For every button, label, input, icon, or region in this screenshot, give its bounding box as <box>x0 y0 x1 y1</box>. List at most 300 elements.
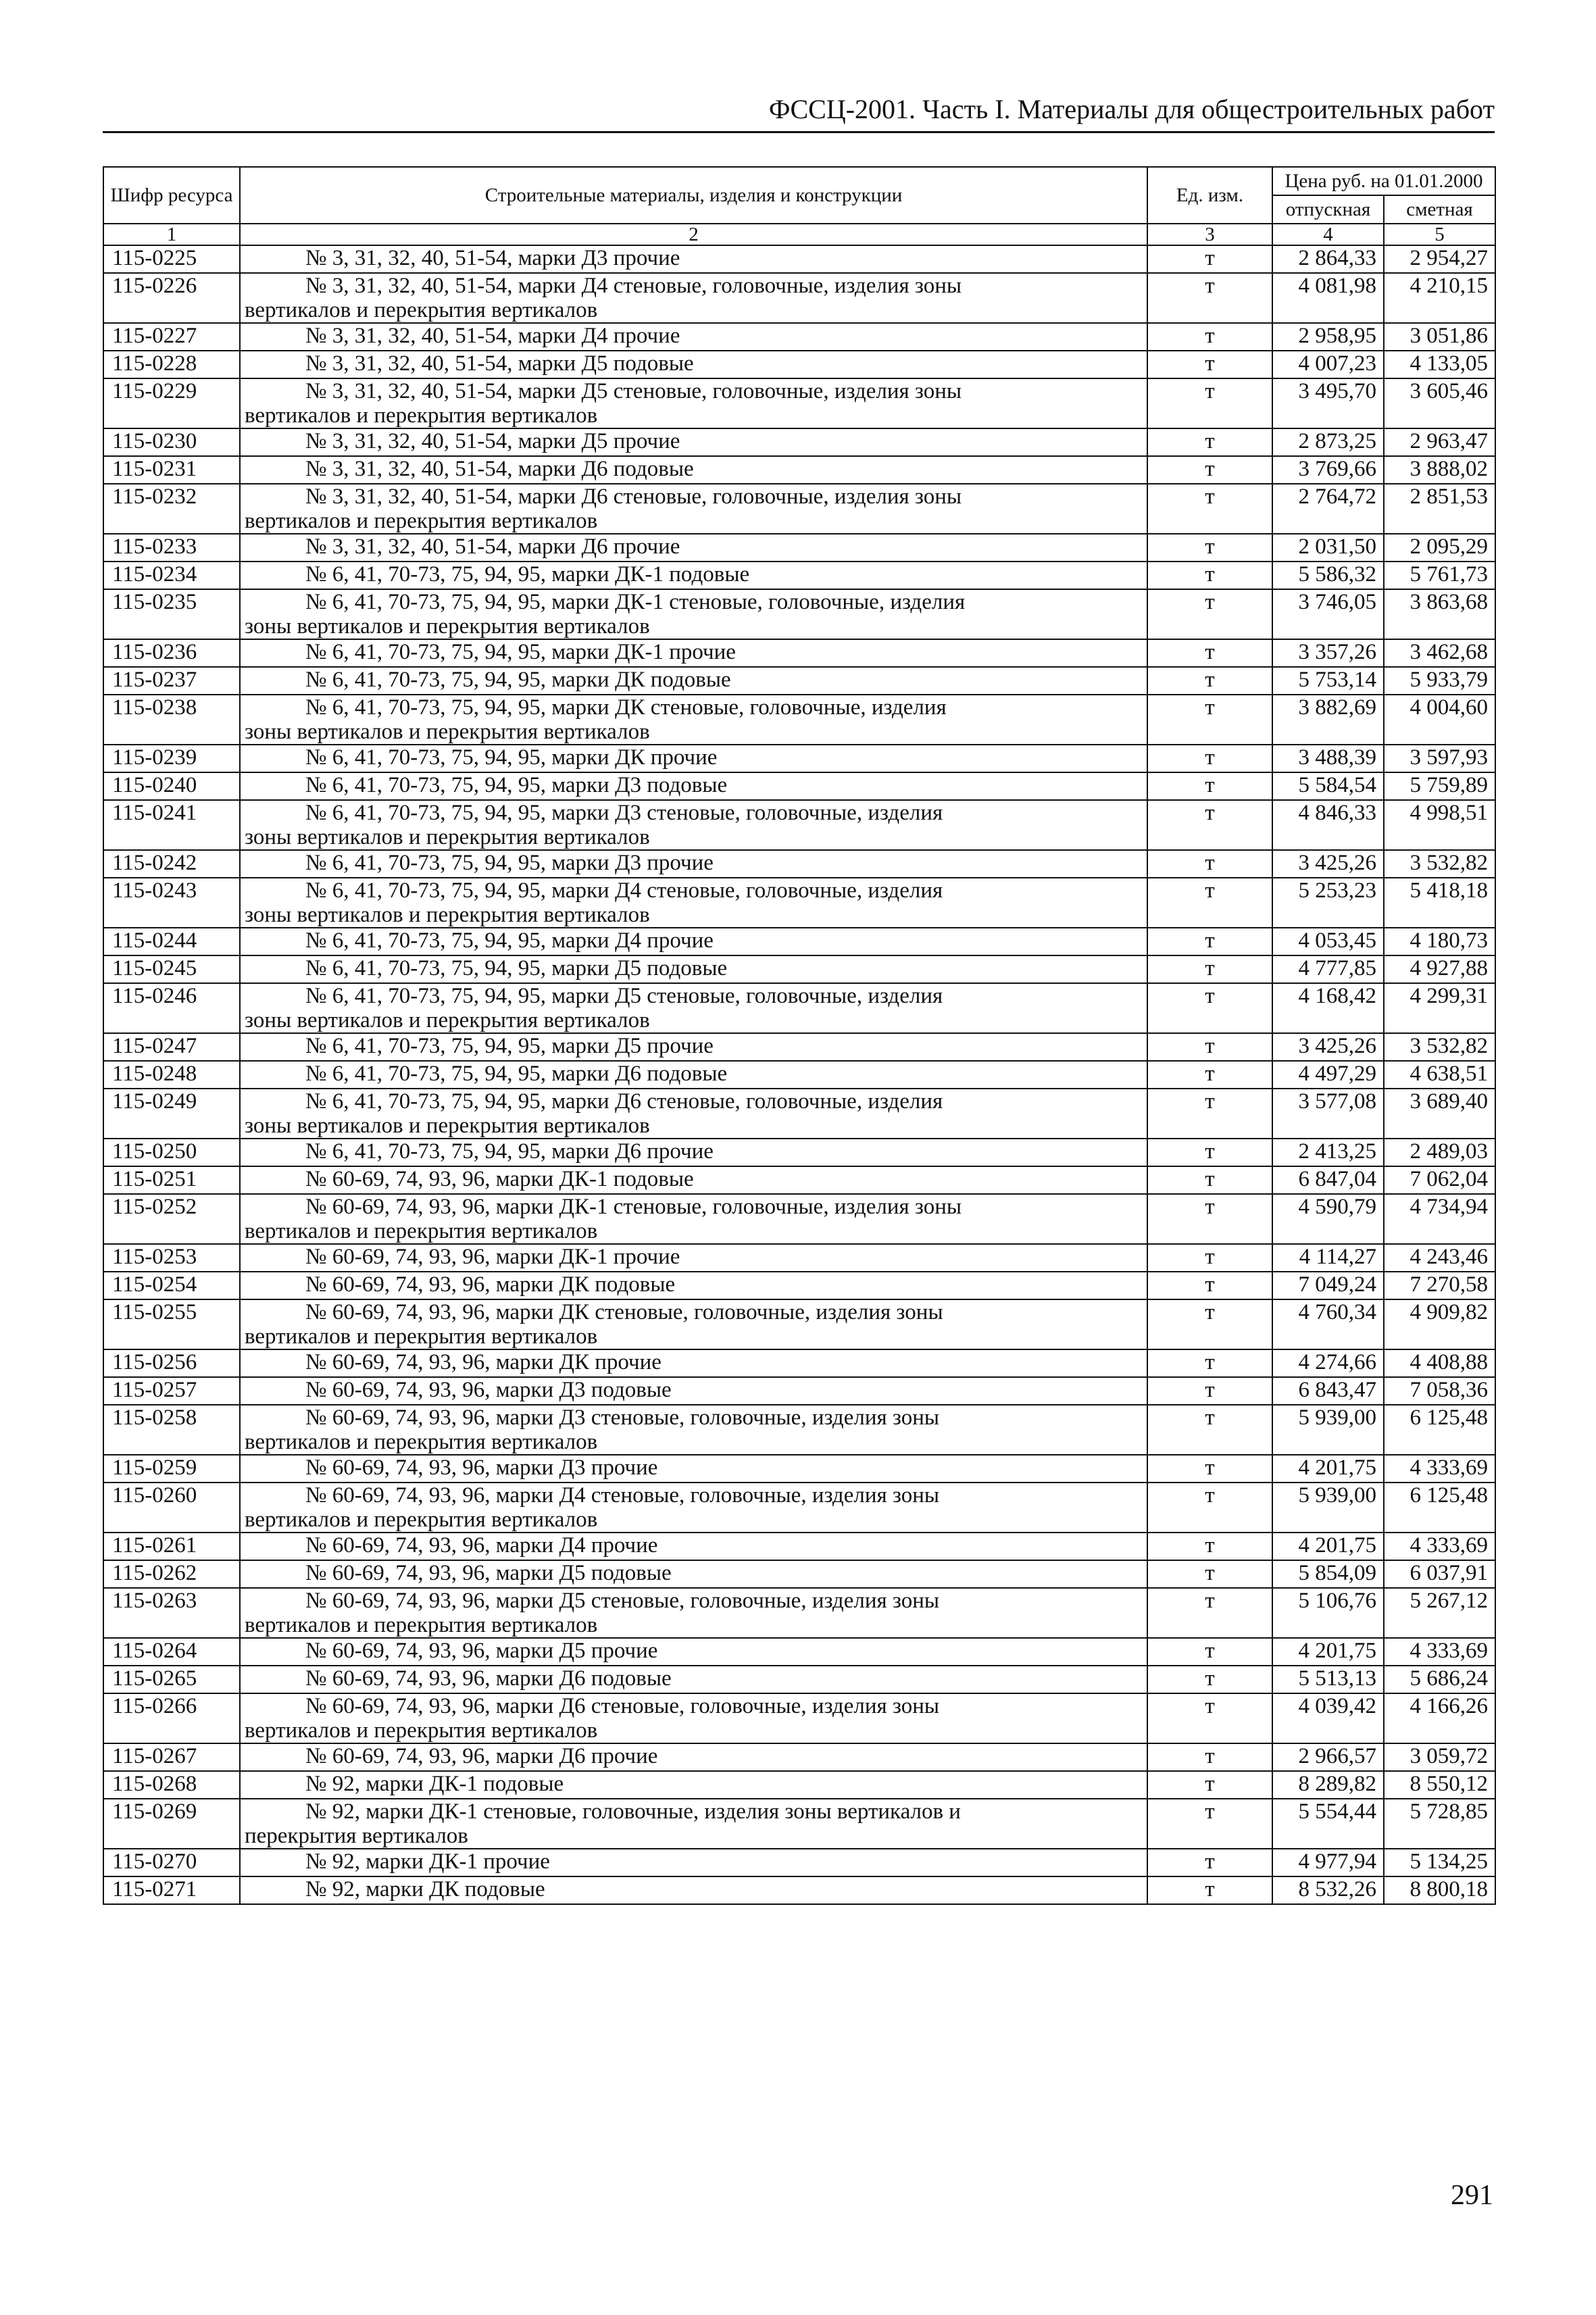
unit: т <box>1147 800 1272 850</box>
release-price: 5 586,32 <box>1272 562 1384 589</box>
material-description <box>240 1299 1147 1349</box>
release-price: 5 253,23 <box>1272 878 1384 928</box>
resource-code: 115-0271 <box>103 1876 240 1904</box>
release-price: 3 425,26 <box>1272 1033 1384 1061</box>
estimate-price: 3 051,86 <box>1384 323 1495 351</box>
release-price: 3 357,26 <box>1272 639 1384 667</box>
description-line: № 6, 41, 70-73, 75, 94, 95, марки Д6 подовые <box>305 1062 728 1086</box>
table-row <box>103 589 1495 639</box>
unit: т <box>1147 1349 1272 1377</box>
table-row <box>103 1666 1495 1693</box>
estimate-price: 4 243,46 <box>1384 1244 1495 1272</box>
description-line: № 6, 41, 70-73, 75, 94, 95, марки Д5 подовые <box>305 956 728 980</box>
table-row <box>103 1771 1495 1799</box>
resource-code: 115-0245 <box>103 955 240 983</box>
material-description <box>240 1139 1147 1166</box>
description-line: № 6, 41, 70-73, 75, 94, 95, марки Д5 прочие <box>305 1034 714 1058</box>
release-price: 5 513,13 <box>1272 1666 1384 1693</box>
unit: т <box>1147 983 1272 1033</box>
unit: т <box>1147 1849 1272 1876</box>
material-description <box>240 1799 1147 1849</box>
estimate-price: 5 728,85 <box>1384 1799 1495 1849</box>
estimate-price: 5 418,18 <box>1384 878 1495 928</box>
estimate-price: 4 909,82 <box>1384 1299 1495 1349</box>
description-line: № 3, 31, 32, 40, 51-54, марки Д5 стеновые, головочные, изделия зоны <box>305 379 962 403</box>
resource-code: 115-0235 <box>103 589 240 639</box>
unit: т <box>1147 1033 1272 1061</box>
description-line: № 60-69, 74, 93, 96, марки ДК-1 подовые <box>305 1167 694 1191</box>
unit: т <box>1147 351 1272 378</box>
unit: т <box>1147 772 1272 800</box>
unit: т <box>1147 1533 1272 1560</box>
unit: т <box>1147 1377 1272 1405</box>
material-description <box>240 983 1147 1033</box>
release-price: 4 977,94 <box>1272 1849 1384 1876</box>
table-row <box>103 983 1495 1033</box>
material-description <box>240 1272 1147 1299</box>
estimate-price: 5 686,24 <box>1384 1666 1495 1693</box>
unit: т <box>1147 378 1272 428</box>
resource-code: 115-0233 <box>103 534 240 562</box>
unit: т <box>1147 1771 1272 1799</box>
material-description <box>240 428 1147 456</box>
description-line: № 3, 31, 32, 40, 51-54, марки Д6 стеновые, головочные, изделия зоны <box>305 484 962 509</box>
material-description <box>240 378 1147 428</box>
resource-code: 115-0236 <box>103 639 240 667</box>
release-price: 5 554,44 <box>1272 1799 1384 1849</box>
unit: т <box>1147 850 1272 878</box>
unit: т <box>1147 639 1272 667</box>
material-description <box>240 1638 1147 1666</box>
description-continuation: вертикалов и перекрытия вертикалов <box>245 403 598 428</box>
table-row <box>103 639 1495 667</box>
resource-code: 115-0252 <box>103 1194 240 1244</box>
table-row <box>103 245 1495 273</box>
material-description <box>240 1455 1147 1483</box>
description-line: № 60-69, 74, 93, 96, марки Д4 стеновые, головочные, изделия зоны <box>305 1483 940 1508</box>
table-row <box>103 928 1495 955</box>
material-description <box>240 562 1147 589</box>
material-description <box>240 1033 1147 1061</box>
resource-code: 115-0267 <box>103 1743 240 1771</box>
resource-code: 115-0241 <box>103 800 240 850</box>
estimate-price: 4 180,73 <box>1384 928 1495 955</box>
release-price: 5 854,09 <box>1272 1560 1384 1588</box>
table-row <box>103 955 1495 983</box>
description-continuation: зоны вертикалов и перекрытия вертикалов <box>245 1114 650 1138</box>
description-line: № 60-69, 74, 93, 96, марки Д6 стеновые, головочные, изделия зоны <box>305 1694 940 1718</box>
table-row <box>103 1533 1495 1560</box>
resource-code: 115-0227 <box>103 323 240 351</box>
description-line: № 6, 41, 70-73, 75, 94, 95, марки Д6 прочие <box>305 1139 714 1164</box>
unit: т <box>1147 245 1272 273</box>
release-price: 5 939,00 <box>1272 1483 1384 1533</box>
resource-code: 115-0254 <box>103 1272 240 1299</box>
unit: т <box>1147 1876 1272 1904</box>
table-row <box>103 1799 1495 1849</box>
estimate-price: 4 408,88 <box>1384 1349 1495 1377</box>
resource-code: 115-0244 <box>103 928 240 955</box>
resource-code: 115-0238 <box>103 695 240 745</box>
unit: т <box>1147 1483 1272 1533</box>
material-description <box>240 351 1147 378</box>
estimate-price: 4 004,60 <box>1384 695 1495 745</box>
estimate-price: 3 059,72 <box>1384 1743 1495 1771</box>
release-price: 5 584,54 <box>1272 772 1384 800</box>
unit: т <box>1147 955 1272 983</box>
resource-code: 115-0231 <box>103 456 240 484</box>
description-line: № 6, 41, 70-73, 75, 94, 95, марки ДК стеновые, головочные, изделия <box>305 695 947 720</box>
resource-code: 115-0234 <box>103 562 240 589</box>
unit: т <box>1147 1693 1272 1743</box>
description-continuation: зоны вертикалов и перекрытия вертикалов <box>245 1008 650 1032</box>
unit: т <box>1147 484 1272 534</box>
material-description <box>240 928 1147 955</box>
table-row <box>103 1244 1495 1272</box>
description-line: № 60-69, 74, 93, 96, марки ДК-1 прочие <box>305 1245 680 1269</box>
unit: т <box>1147 1272 1272 1299</box>
estimate-price: 5 761,73 <box>1384 562 1495 589</box>
release-price: 3 577,08 <box>1272 1089 1384 1139</box>
table-row <box>103 695 1495 745</box>
material-description <box>240 1771 1147 1799</box>
estimate-price: 5 933,79 <box>1384 667 1495 695</box>
release-price: 3 488,39 <box>1272 745 1384 772</box>
material-description <box>240 878 1147 928</box>
release-price: 6 847,04 <box>1272 1166 1384 1194</box>
estimate-price: 6 125,48 <box>1384 1483 1495 1533</box>
description-continuation: зоны вертикалов и перекрытия вертикалов <box>245 614 650 639</box>
release-price: 4 201,75 <box>1272 1455 1384 1483</box>
table-row <box>103 1588 1495 1638</box>
table-row <box>103 1405 1495 1455</box>
description-continuation: вертикалов и перекрытия вертикалов <box>245 1613 598 1637</box>
estimate-price: 4 166,26 <box>1384 1693 1495 1743</box>
resource-code: 115-0256 <box>103 1349 240 1377</box>
unit: т <box>1147 1244 1272 1272</box>
description-continuation: зоны вертикалов и перекрытия вертикалов <box>245 720 650 744</box>
estimate-price: 2 489,03 <box>1384 1139 1495 1166</box>
release-price: 3 746,05 <box>1272 589 1384 639</box>
unit: т <box>1147 1666 1272 1693</box>
table-row <box>103 1560 1495 1588</box>
material-description <box>240 695 1147 745</box>
page-number: 291 <box>1451 2180 1493 2211</box>
release-price: 8 532,26 <box>1272 1876 1384 1904</box>
estimate-price: 6 125,48 <box>1384 1405 1495 1455</box>
resource-code: 115-0251 <box>103 1166 240 1194</box>
estimate-price: 7 270,58 <box>1384 1272 1495 1299</box>
table-row <box>103 378 1495 428</box>
material-description <box>240 800 1147 850</box>
description-line: № 6, 41, 70-73, 75, 94, 95, марки ДК подовые <box>305 668 731 692</box>
unit: т <box>1147 1560 1272 1588</box>
unit: т <box>1147 1299 1272 1349</box>
material-description <box>240 1588 1147 1638</box>
description-line: № 3, 31, 32, 40, 51-54, марки Д6 прочие <box>305 534 680 559</box>
description-line: № 60-69, 74, 93, 96, марки Д3 подовые <box>305 1378 672 1402</box>
header-price-group: Цена руб. на 01.01.2000 <box>1272 167 1495 195</box>
header-unit: Ед. изм. <box>1147 167 1272 224</box>
estimate-price: 4 333,69 <box>1384 1638 1495 1666</box>
estimate-price: 4 927,88 <box>1384 955 1495 983</box>
release-price: 4 497,29 <box>1272 1061 1384 1089</box>
material-description <box>240 1194 1147 1244</box>
unit: т <box>1147 323 1272 351</box>
resource-code: 115-0268 <box>103 1771 240 1799</box>
description-line: № 92, марки ДК подовые <box>305 1877 545 1901</box>
table-row <box>103 1089 1495 1139</box>
resource-code: 115-0270 <box>103 1849 240 1876</box>
material-description <box>240 1166 1147 1194</box>
resource-code: 115-0249 <box>103 1089 240 1139</box>
unit: т <box>1147 1194 1272 1244</box>
description-line: № 60-69, 74, 93, 96, марки Д5 стеновые, головочные, изделия зоны <box>305 1589 940 1613</box>
material-description <box>240 1876 1147 1904</box>
unit: т <box>1147 534 1272 562</box>
table-row <box>103 351 1495 378</box>
unit: т <box>1147 878 1272 928</box>
table-row <box>103 1455 1495 1483</box>
unit: т <box>1147 1455 1272 1483</box>
release-price: 4 274,66 <box>1272 1349 1384 1377</box>
description-line: № 6, 41, 70-73, 75, 94, 95, марки Д3 прочие <box>305 851 714 875</box>
unit: т <box>1147 1799 1272 1849</box>
description-line: № 6, 41, 70-73, 75, 94, 95, марки Д3 стеновые, головочные, изделия <box>305 801 943 825</box>
resource-code: 115-0226 <box>103 273 240 323</box>
release-price: 2 966,57 <box>1272 1743 1384 1771</box>
description-line: № 3, 31, 32, 40, 51-54, марки Д3 прочие <box>305 246 680 270</box>
material-description <box>240 1693 1147 1743</box>
material-description <box>240 1533 1147 1560</box>
description-line: № 6, 41, 70-73, 75, 94, 95, марки Д4 прочие <box>305 928 714 953</box>
resource-code: 115-0265 <box>103 1666 240 1693</box>
material-description <box>240 589 1147 639</box>
header-rule <box>103 131 1495 133</box>
resource-code: 115-0230 <box>103 428 240 456</box>
table-row <box>103 1299 1495 1349</box>
release-price: 3 425,26 <box>1272 850 1384 878</box>
material-description <box>240 1244 1147 1272</box>
material-description <box>240 1743 1147 1771</box>
material-description <box>240 1377 1147 1405</box>
unit: т <box>1147 928 1272 955</box>
description-continuation: вертикалов и перекрытия вертикалов <box>245 1508 598 1532</box>
description-continuation: зоны вертикалов и перекрытия вертикалов <box>245 903 650 927</box>
estimate-price: 8 550,12 <box>1384 1771 1495 1799</box>
table-row <box>103 800 1495 850</box>
description-line: № 60-69, 74, 93, 96, марки Д5 прочие <box>305 1639 658 1663</box>
material-description <box>240 323 1147 351</box>
table-row <box>103 273 1495 323</box>
resource-code: 115-0228 <box>103 351 240 378</box>
material-description <box>240 1349 1147 1377</box>
description-line: № 92, марки ДК-1 подовые <box>305 1772 564 1796</box>
table-row <box>103 1061 1495 1089</box>
table-row <box>103 1693 1495 1743</box>
table-row <box>103 878 1495 928</box>
release-price: 3 882,69 <box>1272 695 1384 745</box>
description-line: № 92, марки ДК-1 прочие <box>305 1849 550 1874</box>
resource-code: 115-0266 <box>103 1693 240 1743</box>
release-price: 4 846,33 <box>1272 800 1384 850</box>
table-row <box>103 1638 1495 1666</box>
resource-code: 115-0255 <box>103 1299 240 1349</box>
resource-code: 115-0259 <box>103 1455 240 1483</box>
release-price: 4 168,42 <box>1272 983 1384 1033</box>
column-number: 3 <box>1147 224 1272 245</box>
table-row <box>103 850 1495 878</box>
header-description: Строительные материалы, изделия и конструкции <box>240 167 1147 224</box>
unit: т <box>1147 1089 1272 1139</box>
table-row <box>103 772 1495 800</box>
description-line: № 60-69, 74, 93, 96, марки Д5 подовые <box>305 1561 672 1585</box>
estimate-price: 4 734,94 <box>1384 1194 1495 1244</box>
material-description <box>240 1089 1147 1139</box>
unit: т <box>1147 1139 1272 1166</box>
material-description <box>240 1849 1147 1876</box>
release-price: 2 864,33 <box>1272 245 1384 273</box>
release-price: 4 201,75 <box>1272 1638 1384 1666</box>
release-price: 3 769,66 <box>1272 456 1384 484</box>
material-description <box>240 1405 1147 1455</box>
release-price: 7 049,24 <box>1272 1272 1384 1299</box>
resource-code: 115-0240 <box>103 772 240 800</box>
material-description <box>240 273 1147 323</box>
table-row <box>103 745 1495 772</box>
resource-code: 115-0248 <box>103 1061 240 1089</box>
unit: т <box>1147 562 1272 589</box>
unit: т <box>1147 456 1272 484</box>
description-line: № 6, 41, 70-73, 75, 94, 95, марки ДК-1 подовые <box>305 562 750 587</box>
resource-code: 115-0257 <box>103 1377 240 1405</box>
description-line: № 60-69, 74, 93, 96, марки Д6 подовые <box>305 1666 672 1691</box>
description-continuation: вертикалов и перекрытия вертикалов <box>245 1430 598 1454</box>
resource-code: 115-0250 <box>103 1139 240 1166</box>
description-line: № 6, 41, 70-73, 75, 94, 95, марки Д3 подовые <box>305 773 728 797</box>
release-price: 5 753,14 <box>1272 667 1384 695</box>
estimate-price: 5 267,12 <box>1384 1588 1495 1638</box>
header-release-price: отпускная <box>1272 195 1384 224</box>
release-price: 4 201,75 <box>1272 1533 1384 1560</box>
table-row <box>103 428 1495 456</box>
column-number: 4 <box>1272 224 1384 245</box>
release-price: 4 007,23 <box>1272 351 1384 378</box>
table-row <box>103 562 1495 589</box>
release-price: 5 106,76 <box>1272 1588 1384 1638</box>
column-number: 2 <box>240 224 1147 245</box>
table-row <box>103 1166 1495 1194</box>
description-line: № 6, 41, 70-73, 75, 94, 95, марки Д5 стеновые, головочные, изделия <box>305 984 943 1008</box>
estimate-price: 2 954,27 <box>1384 245 1495 273</box>
description-line: № 3, 31, 32, 40, 51-54, марки Д5 прочие <box>305 429 680 453</box>
material-description <box>240 456 1147 484</box>
material-description <box>240 1061 1147 1089</box>
release-price: 8 289,82 <box>1272 1771 1384 1799</box>
release-price: 4 039,42 <box>1272 1693 1384 1743</box>
table-row <box>103 667 1495 695</box>
description-line: № 6, 41, 70-73, 75, 94, 95, марки ДК-1 прочие <box>305 640 736 664</box>
description-line: № 60-69, 74, 93, 96, марки Д3 стеновые, головочные, изделия зоны <box>305 1405 940 1430</box>
release-price: 4 590,79 <box>1272 1194 1384 1244</box>
release-price: 6 843,47 <box>1272 1377 1384 1405</box>
unit: т <box>1147 1588 1272 1638</box>
resource-code: 115-0269 <box>103 1799 240 1849</box>
unit: т <box>1147 273 1272 323</box>
description-continuation: вертикалов и перекрытия вертикалов <box>245 1718 598 1743</box>
header-code: Шифр ресурса <box>103 167 240 224</box>
resource-code: 115-0253 <box>103 1244 240 1272</box>
table-row <box>103 1483 1495 1533</box>
material-description <box>240 534 1147 562</box>
material-description <box>240 850 1147 878</box>
material-description <box>240 639 1147 667</box>
description-line: № 6, 41, 70-73, 75, 94, 95, марки ДК-1 стеновые, головочные, изделия <box>305 590 966 614</box>
resource-code: 115-0258 <box>103 1405 240 1455</box>
table-row <box>103 1743 1495 1771</box>
unit: т <box>1147 589 1272 639</box>
resource-code: 115-0247 <box>103 1033 240 1061</box>
unit: т <box>1147 745 1272 772</box>
description-line: № 60-69, 74, 93, 96, марки ДК-1 стеновые, головочные, изделия зоны <box>305 1195 962 1219</box>
resource-code: 115-0263 <box>103 1588 240 1638</box>
description-line: № 60-69, 74, 93, 96, марки ДК стеновые, головочные, изделия зоны <box>305 1300 943 1324</box>
estimate-price: 6 037,91 <box>1384 1560 1495 1588</box>
material-description <box>240 745 1147 772</box>
description-line: № 3, 31, 32, 40, 51-54, марки Д5 подовые <box>305 351 694 376</box>
table-row <box>103 1849 1495 1876</box>
table-row <box>103 1349 1495 1377</box>
resource-code: 115-0237 <box>103 667 240 695</box>
table-row <box>103 534 1495 562</box>
resource-code: 115-0246 <box>103 983 240 1033</box>
estimate-price: 3 532,82 <box>1384 1033 1495 1061</box>
material-description <box>240 1483 1147 1533</box>
release-price: 2 764,72 <box>1272 484 1384 534</box>
column-number: 5 <box>1384 224 1495 245</box>
release-price: 4 081,98 <box>1272 273 1384 323</box>
description-continuation: вертикалов и перекрытия вертикалов <box>245 298 598 322</box>
estimate-price: 2 851,53 <box>1384 484 1495 534</box>
description-line: № 60-69, 74, 93, 96, марки Д4 прочие <box>305 1533 658 1558</box>
unit: т <box>1147 428 1272 456</box>
estimate-price: 8 800,18 <box>1384 1876 1495 1904</box>
release-price: 2 873,25 <box>1272 428 1384 456</box>
price-table <box>103 166 1496 1905</box>
estimate-price: 4 299,31 <box>1384 983 1495 1033</box>
table-row <box>103 323 1495 351</box>
resource-code: 115-0229 <box>103 378 240 428</box>
table-row <box>103 456 1495 484</box>
table-row <box>103 1377 1495 1405</box>
estimate-price: 3 532,82 <box>1384 850 1495 878</box>
resource-code: 115-0239 <box>103 745 240 772</box>
description-line: № 6, 41, 70-73, 75, 94, 95, марки Д4 стеновые, головочные, изделия <box>305 878 943 903</box>
release-price: 2 958,95 <box>1272 323 1384 351</box>
table-row <box>103 1033 1495 1061</box>
release-price: 4 053,45 <box>1272 928 1384 955</box>
estimate-price: 7 062,04 <box>1384 1166 1495 1194</box>
resource-code: 115-0225 <box>103 245 240 273</box>
estimate-price: 3 689,40 <box>1384 1089 1495 1139</box>
material-description <box>240 484 1147 534</box>
description-line: № 3, 31, 32, 40, 51-54, марки Д4 прочие <box>305 324 680 348</box>
table-row <box>103 1876 1495 1904</box>
description-line: № 60-69, 74, 93, 96, марки ДК подовые <box>305 1272 676 1297</box>
description-continuation: вертикалов и перекрытия вертикалов <box>245 509 598 533</box>
resource-code: 115-0260 <box>103 1483 240 1533</box>
release-price: 5 939,00 <box>1272 1405 1384 1455</box>
